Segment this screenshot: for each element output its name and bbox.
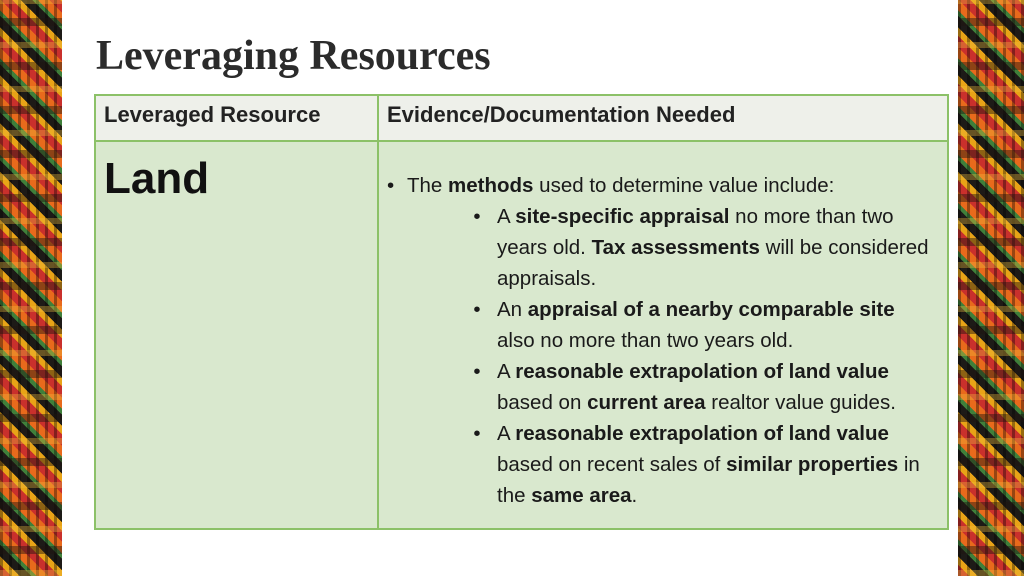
bullet-icon: • [473,205,481,228]
evidence-cell [378,141,948,529]
methods-list [387,201,937,511]
bullet-icon: • [473,422,481,445]
list-item: • A reasonable extrapolation of land value based on current area realtor value guides. [457,356,937,418]
list-item: • An appraisal of a nearby comparable site also no more than two years old. [457,294,937,356]
decorative-border-right [958,0,1024,576]
list-item: • A reasonable extrapolation of land value based on recent sales of similar properties in the same area. [457,418,937,511]
table-header-row [95,95,948,141]
list-item: • A site-specific appraisal no more than two years old. Tax assessments will be considered appraisals. [457,201,937,294]
column-header-evidence: Evidence/Documentation Needed [378,95,948,141]
slide-title: Leveraging Resources [96,33,491,79]
bullet-icon: • [387,174,395,197]
column-header-resource: Leveraged Resource [95,95,378,141]
resources-table [94,94,949,530]
bullet-icon: • [473,360,481,383]
resource-cell-land: Land [95,141,378,529]
bullet-icon: • [473,298,481,321]
table-row [95,141,948,529]
decorative-border-left [0,0,62,576]
methods-intro: • The methods used to determine value include: [387,170,937,201]
